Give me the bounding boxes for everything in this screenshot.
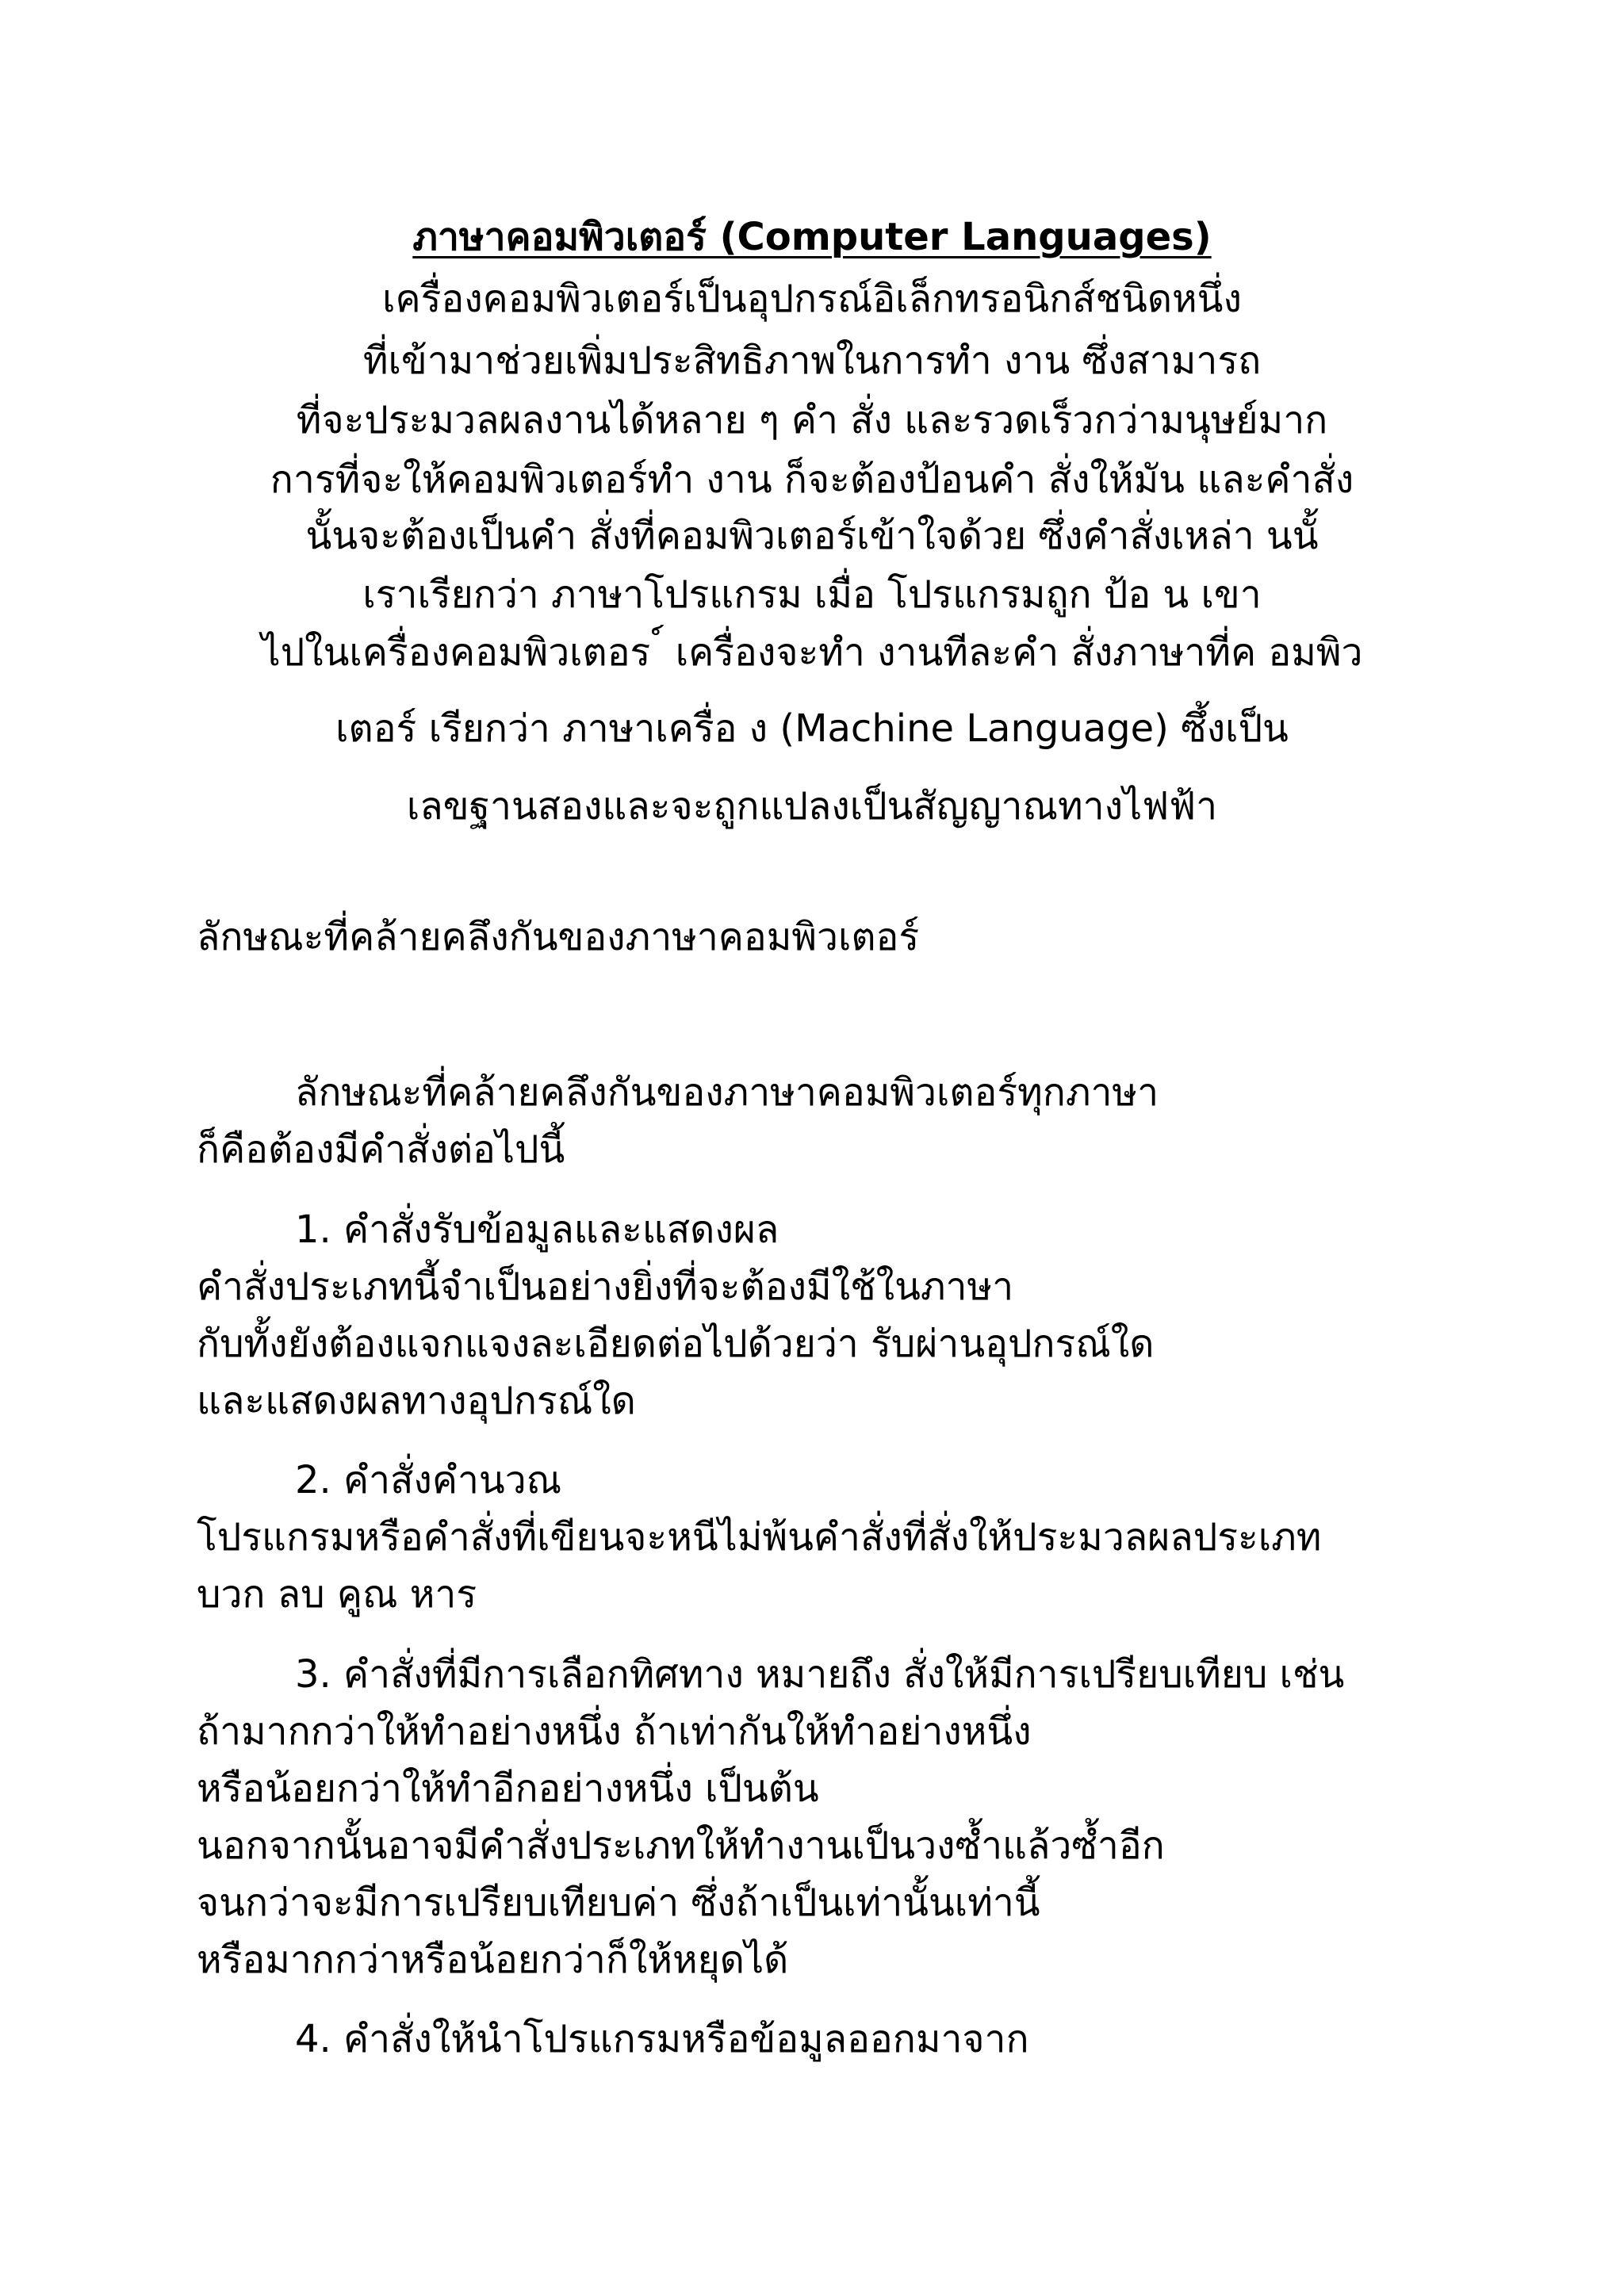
intro-line: ที่เข้ามาช่วยเพิ่มประสิทธิภาพในการทำ งาน ซึ่งสามารถ xyxy=(362,339,1262,383)
list-item-line: นอกจากนั้นอาจมีคำสั่งประเภทให้ทำงานเป็นวงซ้ำแล้วซ้ำอีก xyxy=(197,1823,1165,1868)
section-intro-line: ลักษณะที่คล้ายคลึงกันของภาษาคอมพิวเตอร์ทุกภาษา xyxy=(295,1070,1159,1115)
list-item-line: จนกว่าจะมีการเปรียบเทียบค่า ซึ่งถ้าเป็นเท่านั้นเท่านี้ xyxy=(197,1881,1040,1925)
intro-line: เครื่องคอมพิวเตอร์เป็นอุปกรณ์อิเล็กทรอนิกส์ชนิดหนึ่ง xyxy=(382,277,1242,321)
intro-line: เราเรียกว่า ภาษาโปรแกรม เมื่อ โปรแกรมถูก ป้อ น เขา xyxy=(362,572,1262,617)
intro-line: นั้นจะต้องเป็นคำ สั่งที่คอมพิวเตอร์เข้าใจด้วย ซึ่งคำสั่งเหล่า นนั้ xyxy=(305,514,1319,558)
section-heading: ลักษณะที่คล้ายคลึงกันของภาษาคอมพิวเตอร์ xyxy=(197,915,920,959)
list-item-line: และแสดงผลทางอุปกรณ์ใด xyxy=(197,1379,636,1423)
list-item-line: หรือน้อยกว่าให้ทำอีกอย่างหนึ่ง เป็นต้น xyxy=(197,1766,819,1811)
list-item-line: กับทั้งยังต้องแจกแจงละเอียดต่อไปด้วยว่า รับผ่านอุปกรณ์ใด xyxy=(197,1322,1155,1366)
intro-line: เลขฐานสองและจะถูกแปลงเป็นสัญญาณทางไฟฟ้า xyxy=(406,784,1218,828)
list-item-line: หรือมากกว่าหรือน้อยกว่าก็ให้หยุดได้ xyxy=(197,1938,789,1982)
intro-line: ไปในเครื่องคอมพิวเตอร ์ เครื่องจะทำ งานทีละคำ สั่งภาษาที่ค อมพิว xyxy=(261,630,1363,675)
list-item-heading: 2. คำสั่งคำนวณ xyxy=(295,1458,562,1502)
list-item-heading: 1. คำสั่งรับข้อมูลและแสดงผล xyxy=(295,1207,779,1252)
list-item-heading: 4. คำสั่งให้นำโปรแกรมหรือข้อมูลออกมาจาก xyxy=(295,2017,1029,2061)
section-intro-line: ก็คือต้องมีคำสั่งต่อไปนี้ xyxy=(197,1127,565,1172)
page-title: ภาษาคอมพิวเตอร์ (Computer Languages) xyxy=(412,215,1212,259)
list-item-line: บวก ลบ คูณ หาร xyxy=(197,1572,477,1617)
list-item-line: ถ้ามากกว่าให้ทำอย่างหนึ่ง ถ้าเท่ากันให้ทำอย่างหนึ่ง xyxy=(197,1709,1032,1754)
intro-line: ที่จะประมวลผลงานได้หลาย ๆ คำ สั่ง และรวดเร็วกว่ามนุษย์มาก xyxy=(296,398,1328,442)
list-item-line: คำสั่งประเภทนี้จำเป็นอย่างยิ่งที่จะต้องมีใช้ในภาษา xyxy=(197,1265,1014,1309)
list-item-heading: 3. คำสั่งที่มีการเลือกทิศทาง หมายถึง สั่งให้มีการเปรียบเทียบ เช่น xyxy=(295,1652,1345,1697)
list-item-line: โปรแกรมหรือคำสั่งที่เขียนจะหนีไม่พ้นคำสั่งที่สั่งให้ประมวลผลประเภท xyxy=(197,1515,1322,1559)
intro-line: การที่จะให้คอมพิวเตอร์ทำ งาน ก็จะต้องป้อนคำ สั่งให้มัน และคำสั่ง xyxy=(270,457,1354,502)
intro-line: เตอร์ เรียกว่า ภาษาเครื่อ ง (Machine Language) ซึ้งเป็น xyxy=(335,706,1289,751)
